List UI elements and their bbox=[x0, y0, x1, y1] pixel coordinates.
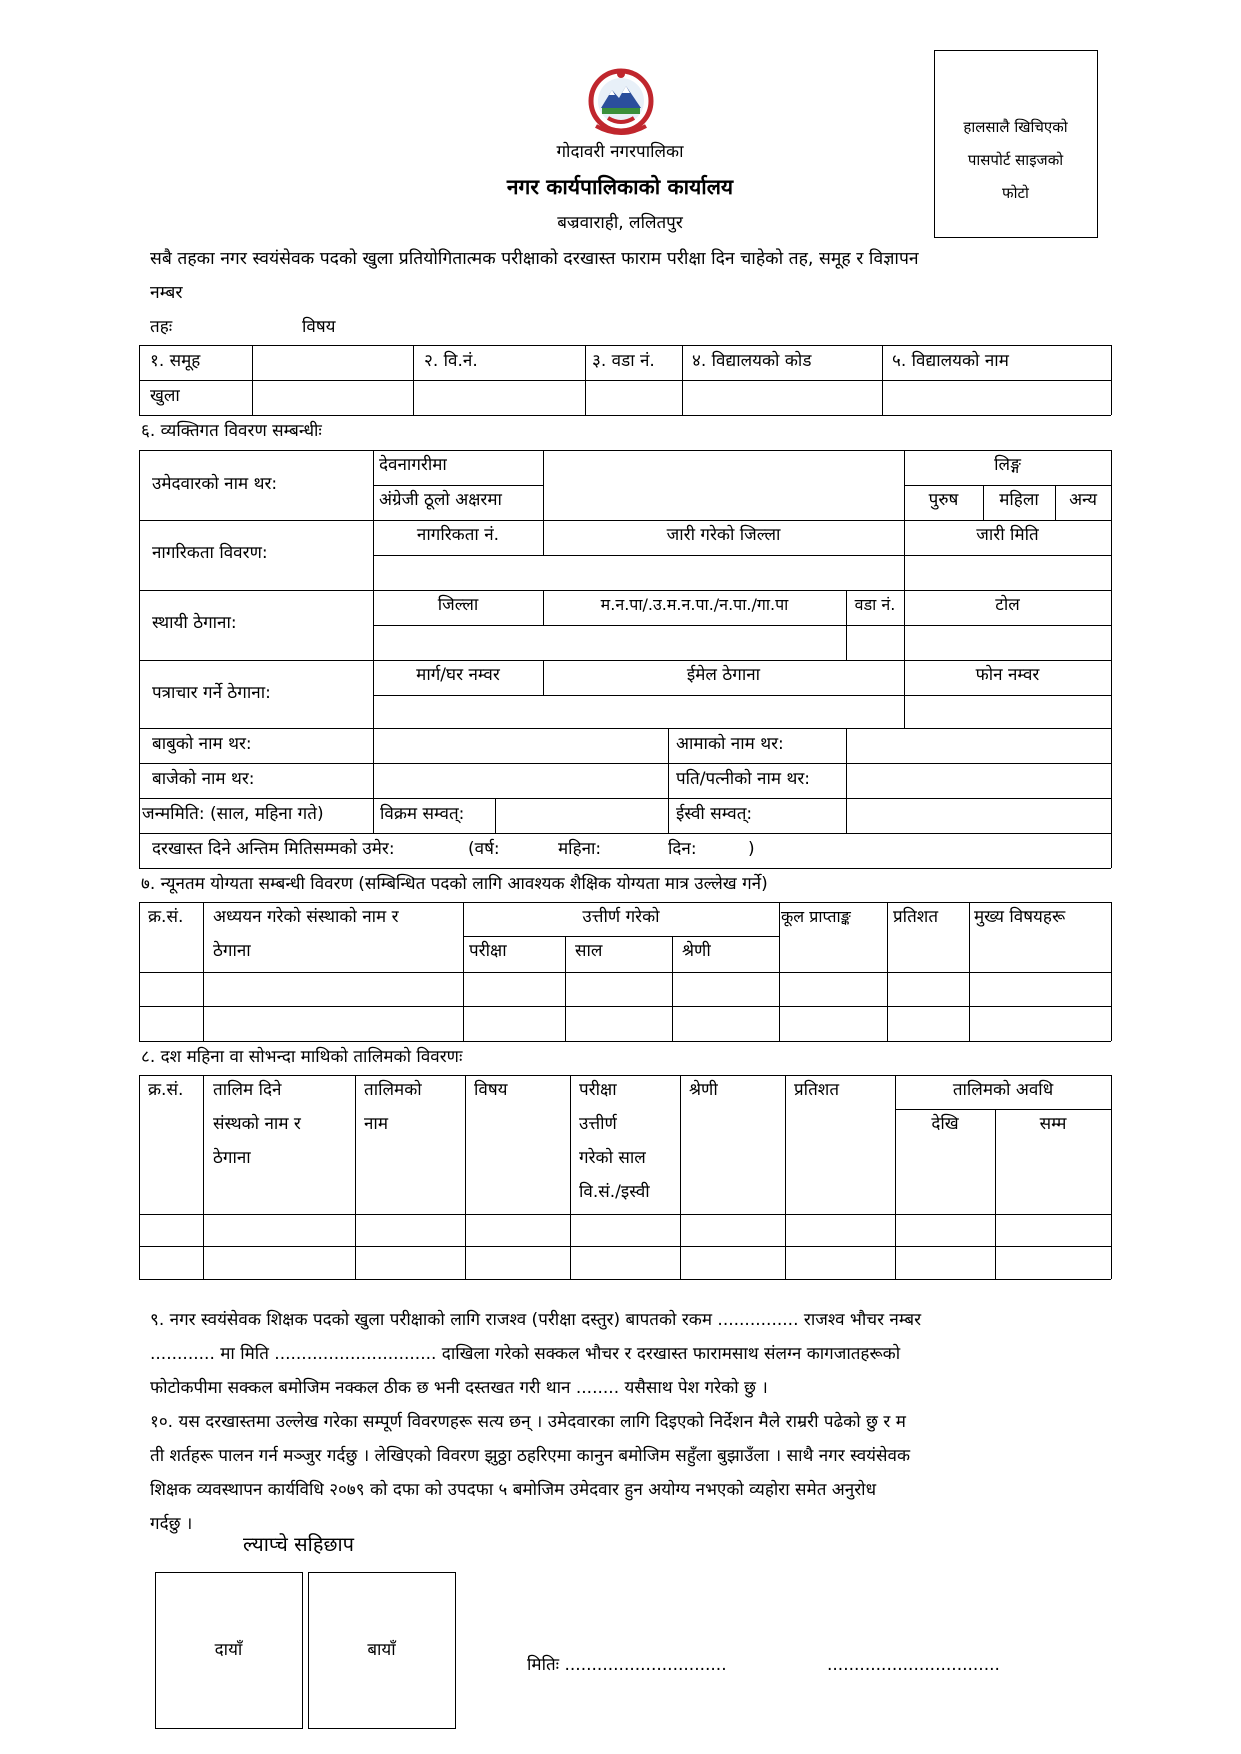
municipality-label: म.न.पा/.उ.म.न.पा./न.पा./गा.पा bbox=[600, 595, 789, 614]
train-subject-header: विषय bbox=[474, 1080, 508, 1100]
photo-box-line1: हालसालै खिचिएको bbox=[963, 118, 1068, 136]
tole-label: टोल bbox=[995, 595, 1020, 615]
personal-heading: ६. व्यक्तिगत विवरण सम्बन्धीः bbox=[141, 421, 322, 441]
photo-box-line3: फोटो bbox=[1002, 184, 1029, 202]
age-month-label: महिना: bbox=[558, 839, 602, 859]
train-inst-header-2: संस्थको नाम र bbox=[213, 1114, 301, 1134]
gender-female: महिला bbox=[999, 490, 1039, 510]
advert-number-header: २. वि.नं. bbox=[424, 351, 478, 371]
train-exam-header-4: वि.सं./इस्वी bbox=[579, 1182, 650, 1202]
train-exam-header-2: उत्तीर्ण bbox=[579, 1114, 617, 1134]
form-title-line2: नम्बर bbox=[150, 283, 183, 303]
training-heading: ८. दश महिना वा सोभन्दा माथिको तालिमको विवरणः bbox=[141, 1047, 463, 1067]
spouse-name-label: पति/पत्नीको नाम थर: bbox=[676, 769, 811, 789]
ward-label: वडा नं. bbox=[854, 595, 896, 614]
english-label: अंग्रेजी ठूलो अक्षरमा bbox=[379, 490, 502, 510]
org-name: गोदावरी नगरपालिका bbox=[556, 142, 684, 162]
train-exam-header-1: परीक्षा bbox=[579, 1080, 617, 1100]
train-exam-header-3: गरेको साल bbox=[579, 1148, 646, 1168]
qual-division-header: श्रेणी bbox=[682, 941, 711, 961]
age-year-label: (वर्ष: bbox=[468, 839, 500, 859]
devanagari-label: देवनागरीमा bbox=[379, 455, 447, 475]
declaration-9-line1: ९. नगर स्वयंसेवक शिक्षक पदको खुला परीक्षाको लागि राजश्व (परीक्षा दस्तुर) बापतको रकम ............... राजश्व भौचर नम्बर bbox=[150, 1310, 922, 1330]
left-thumb-label: बायाँ bbox=[367, 1640, 396, 1660]
mother-name-label: आमाको नाम थर: bbox=[676, 734, 784, 754]
left-thumb-box bbox=[308, 1572, 456, 1729]
train-duration-header: तालिमको अवधि bbox=[952, 1080, 1054, 1100]
photo-box bbox=[934, 50, 1098, 238]
train-sn-header: क्र.सं. bbox=[148, 1080, 184, 1100]
issued-date-label: जारी मिति bbox=[976, 525, 1039, 545]
citizenship-no-label: नागरिकता नं. bbox=[416, 525, 500, 545]
right-thumb-label: दायाँ bbox=[214, 1640, 243, 1660]
group-header: १. समूह bbox=[150, 351, 201, 371]
mailing-address-label: पत्राचार गर्ने ठेगाना: bbox=[152, 683, 271, 703]
declaration-9-line2: ............ मा मिति .............................. दाखिला गरेको सक्कल भौचर र दरखास्त फारामसाथ संलग्न कागजातहरूको bbox=[150, 1344, 901, 1364]
right-thumb-box bbox=[155, 1572, 303, 1729]
form-title-line1: सबै तहका नगर स्वयंसेवक पदको खुला प्रतियोगितात्मक परीक्षाको दरखास्त फाराम परीक्षा दिन चाहेको तह, समूह र विज्ञापन bbox=[150, 249, 919, 269]
school-code-header: ४. विद्यालयको कोड bbox=[692, 351, 812, 371]
dob-label: जन्ममिति: (साल, महिना गते) bbox=[142, 804, 324, 824]
signature-field: ................................ bbox=[827, 1655, 1000, 1675]
qualification-heading: ७. न्यूनतम योग्यता सम्बन्धी विवरण (सम्बिन्धित पदको लागि आवश्यक शैक्षिक योग्यता मात्र उल्लेख गर्ने) bbox=[141, 874, 768, 894]
qual-year-header: साल bbox=[575, 941, 603, 961]
qual-percent-header: प्रतिशत bbox=[893, 907, 939, 927]
declaration-10-line4: गर्दछु । bbox=[150, 1514, 193, 1534]
bs-label: विक्रम सम्वत्: bbox=[380, 804, 465, 824]
declaration-9-line3: फोटोकपीमा सक्कल बमोजिम नक्कल ठीक छ भनी दस्तखत गरी थान ........ यसैसाथ पेश गरेको छु । bbox=[150, 1378, 768, 1398]
citizenship-label: नागरिकता विवरण: bbox=[152, 543, 268, 563]
candidate-name-label: उमेदवारको नाम थर: bbox=[152, 474, 278, 494]
age-day-label: दिन: bbox=[668, 839, 697, 859]
gender-other: अन्य bbox=[1069, 490, 1097, 510]
emblem-logo bbox=[588, 68, 654, 138]
train-division-header: श्रेणी bbox=[689, 1080, 718, 1100]
office-name: नगर कार्यपालिकाको कार्यालय bbox=[506, 175, 734, 199]
subject-label: विषय bbox=[302, 317, 336, 337]
qual-sn-header: क्र.सं. bbox=[148, 907, 184, 927]
qual-passed-header: उत्तीर्ण गरेको bbox=[582, 907, 660, 927]
declaration-10-line2: ती शर्तहरू पालन गर्न मञ्जुर गर्दछु । लेखिएको विवरण झुठ्ठा ठहरिएमा कानुन बमोजिम सहुँला बुझाउँला । साथै नगर स्वयंसेवक bbox=[150, 1446, 911, 1466]
district-label: जिल्ला bbox=[437, 595, 479, 615]
qual-institute-header-2: ठेगाना bbox=[213, 941, 251, 961]
declaration-10-line3: शिक्षक व्यवस्थापन कार्यविधि २०७९ को दफा को उपदफा ५ बमोजिम उमेदवार हुन अयोग्य नभएको व्यहोरा समेत अनुरोध bbox=[150, 1480, 877, 1500]
train-inst-header-3: ठेगाना bbox=[213, 1148, 251, 1168]
email-label: ईमेल ठेगाना bbox=[686, 665, 761, 685]
office-address: बज्रवाराही, ललितपुर bbox=[557, 213, 683, 233]
qual-subjects-header: मुख्य विषयहरू bbox=[974, 907, 1066, 927]
age-label: दरखास्त दिने अन्तिम मितिसम्मको उमेर: bbox=[152, 839, 395, 859]
train-inst-header-1: तालिम दिने bbox=[213, 1080, 282, 1100]
qual-exam-header: परीक्षा bbox=[469, 941, 507, 961]
group-value: खुला bbox=[150, 386, 180, 406]
qual-total-header: कूल प्राप्ताङ्क bbox=[781, 907, 851, 926]
date-field: मितिः .............................. bbox=[527, 1655, 727, 1675]
grandfather-name-label: बाजेको नाम थर: bbox=[152, 769, 255, 789]
permanent-address-label: स्थायी ठेगाना: bbox=[152, 613, 237, 633]
ad-label: ईस्वी सम्वत्: bbox=[676, 804, 753, 824]
street-label: मार्ग/घर नम्वर bbox=[416, 665, 500, 685]
level-label: तहः bbox=[150, 317, 173, 337]
phone-label: फोन नम्वर bbox=[975, 665, 1040, 685]
ward-header: ३. वडा नं. bbox=[592, 351, 655, 371]
train-name-header-2: नाम bbox=[364, 1114, 389, 1134]
declaration-10-line1: १०. यस दरखास्तमा उल्लेख गरेका सम्पूर्ण विवरणहरू सत्य छन् । उमेदवारका लागि दिइएको निर्देशन मैले राम्ररी पढेको छु र म bbox=[150, 1412, 906, 1432]
train-to-header: सम्म bbox=[1039, 1114, 1067, 1134]
issued-district-label: जारी गरेको जिल्ला bbox=[666, 525, 781, 545]
age-close: ) bbox=[748, 839, 755, 859]
thumbprint-heading: ल्याप्चे सहिछाप bbox=[243, 1532, 355, 1556]
photo-box-line2: पासपोर्ट साइजको bbox=[967, 151, 1064, 169]
gender-label: लिङ्ग bbox=[994, 455, 1021, 475]
train-percent-header: प्रतिशत bbox=[794, 1080, 840, 1100]
school-name-header: ५. विद्यालयको नाम bbox=[892, 351, 1009, 371]
gender-male: पुरुष bbox=[928, 490, 959, 510]
qual-institute-header-1: अध्ययन गरेको संस्थाको नाम र bbox=[213, 907, 399, 927]
train-from-header: देखि bbox=[931, 1114, 959, 1134]
train-name-header-1: तालिमको bbox=[364, 1080, 422, 1100]
father-name-label: बाबुको नाम थर: bbox=[152, 734, 252, 754]
